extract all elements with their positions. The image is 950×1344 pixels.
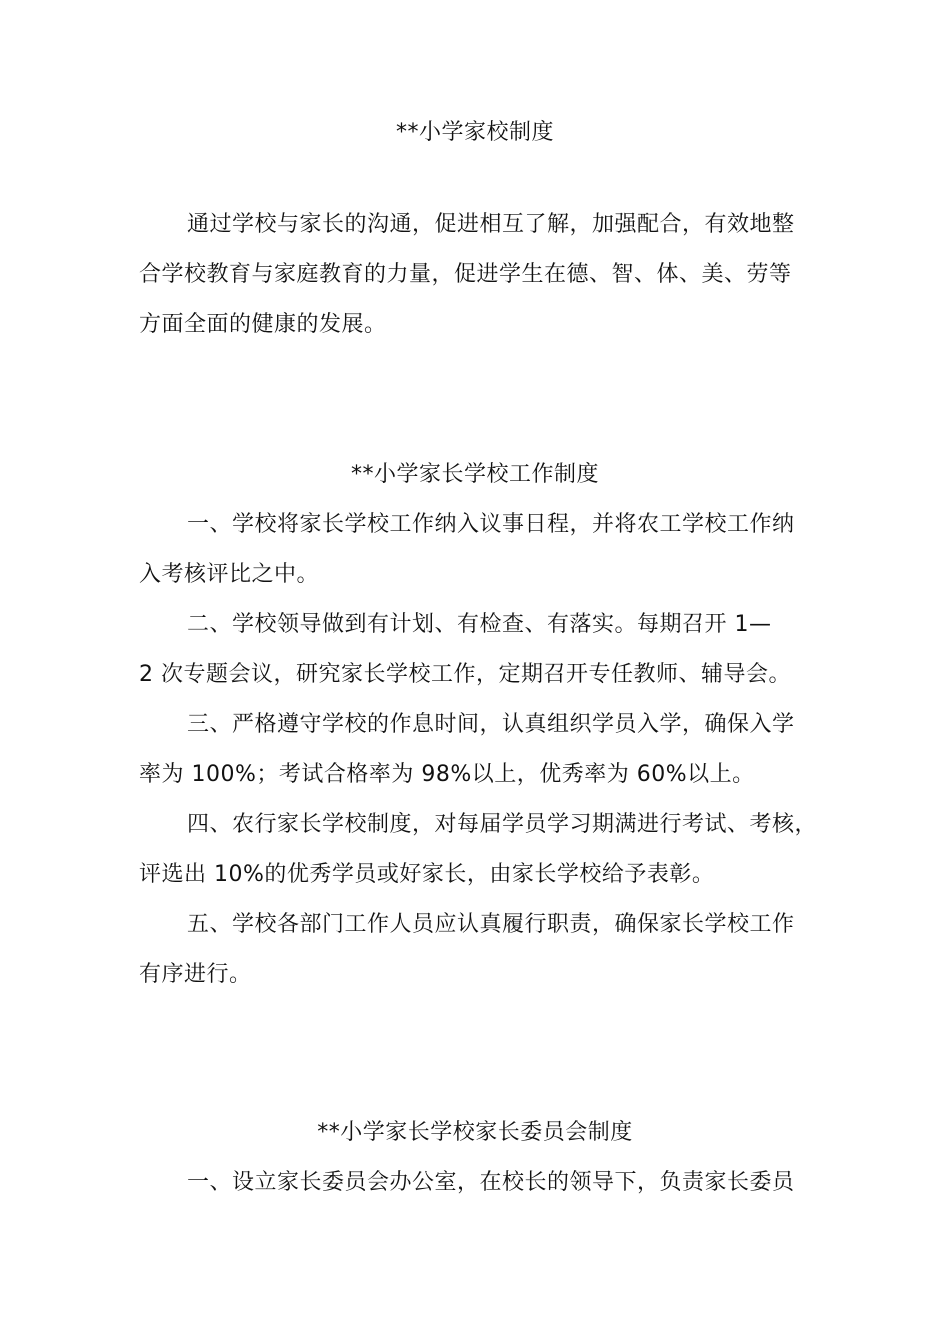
intro-line: 方面全面的健康的发展。: [139, 312, 387, 337]
intro-line: 合学校教育与家庭教育的力量，促进学生在德、智、体、美、劳等: [139, 262, 792, 287]
rule-1-line: 入考核评比之中。: [139, 562, 320, 587]
rule-1-line: 一、学校将家长学校工作纳入议事日程，并将农工学校工作纳: [187, 512, 795, 537]
committee-line: 一、设立家长委员会办公室，在校长的领导下，负责家长委员: [187, 1170, 795, 1195]
rule-2-line: 2 次专题会议，研究家长学校工作，定期召开专任教师、辅导会。: [139, 662, 791, 687]
intro-line: 通过学校与家长的沟通，促进相互了解，加强配合，有效地整: [187, 212, 795, 237]
rule-4-line: 四、农行家长学校制度，对每届学员学习期满进行考试、考核，: [187, 812, 818, 837]
rule-3-line: 三、严格遵守学校的作息时间，认真组织学员入学，确保入学: [187, 712, 795, 737]
section-title-parent-committee: **小学家长学校家长委员会制度: [317, 1120, 633, 1145]
rule-5-line: 五、学校各部门工作人员应认真履行职责，确保家长学校工作: [187, 912, 795, 937]
committee-paragraph: [139, 1158, 839, 1208]
intro-paragraph: [139, 200, 839, 350]
rule-2-line: 二、学校领导做到有计划、有检查、有落实。每期召开 1—: [187, 612, 772, 637]
rules-list: [139, 500, 839, 1000]
rule-3-line: 率为 100%；考试合格率为 98%以上，优秀率为 60%以上。: [139, 762, 755, 787]
section-title-home-school: **小学家校制度: [395, 120, 554, 145]
rule-5-line: 有序进行。: [139, 962, 252, 987]
rule-4-line: 评选出 10%的优秀学员或好家长，由家长学校给予表彰。: [139, 862, 715, 887]
section-title-parent-school-work: **小学家长学校工作制度: [350, 462, 599, 487]
